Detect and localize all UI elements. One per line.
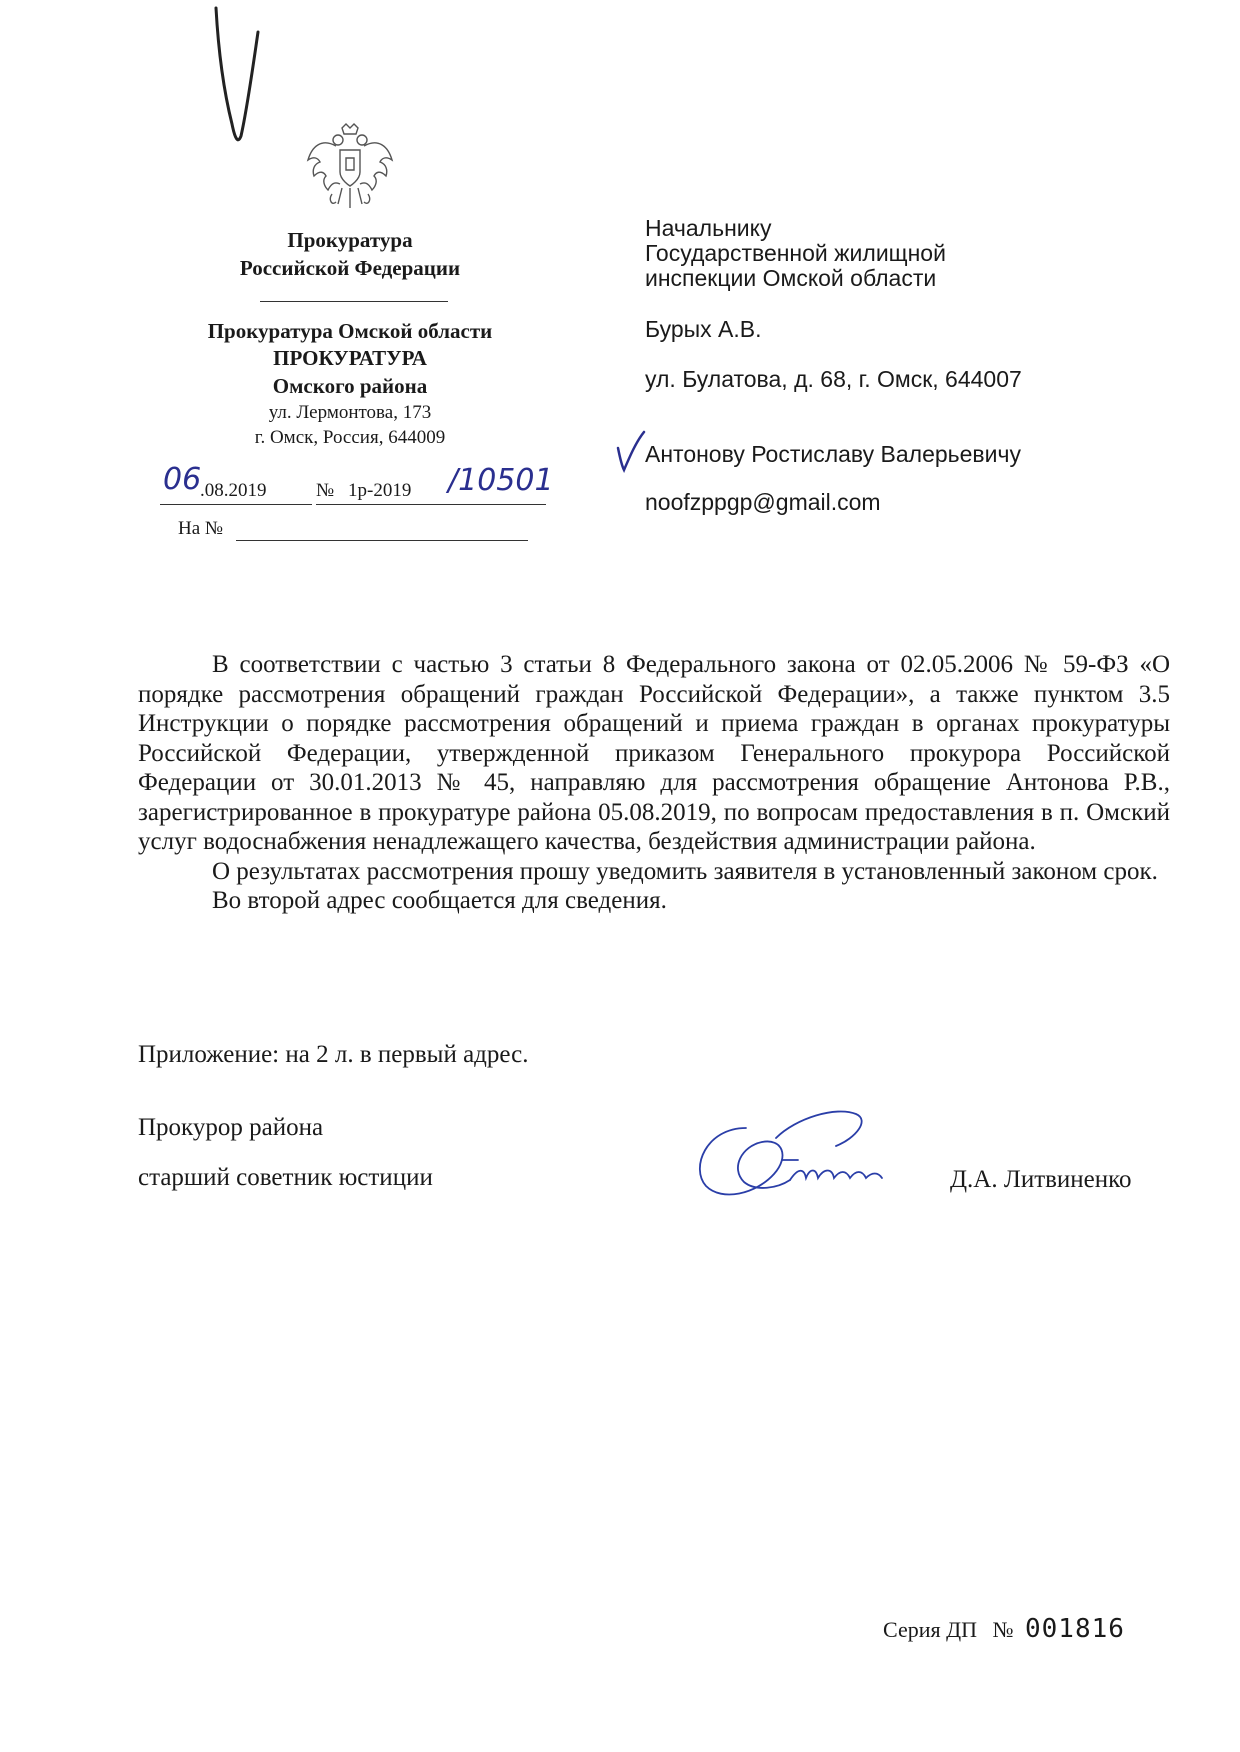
serial-label: Серия ДП: [883, 1617, 977, 1642]
signatory-position-line1: Прокурор района: [138, 1114, 324, 1141]
registration-date-underline: [160, 504, 312, 505]
registration-number: 1р-2019: [348, 480, 412, 501]
registration-number-label: №: [316, 480, 335, 501]
reference-underline: [236, 540, 528, 541]
registration-day-handwritten: 06: [163, 462, 202, 497]
handwritten-check-mark: [208, 4, 268, 154]
recipient-name: Бурых А.В.: [645, 316, 762, 342]
issuer-street: ул. Лермонтова, 173: [268, 402, 432, 423]
recipient-title-line2: Государственной жилищной: [645, 240, 946, 266]
second-recipient-email: noofzppgp@gmail.com: [645, 489, 881, 515]
attachment-note: Приложение: на 2 л. в первый адрес.: [138, 1041, 529, 1068]
body-paragraph-2: О результатах рассмотрения прошу уведомить заявителя в установленный законом срок.: [212, 857, 1158, 885]
issuer-district-line2: Омского района: [272, 374, 428, 398]
serial-number-label: №: [992, 1617, 1014, 1642]
coat-of-arms-emblem: [302, 120, 398, 216]
registration-date: .08.2019: [200, 480, 267, 501]
header-divider: [260, 301, 448, 302]
issuer-org-line1: Прокуратура: [287, 228, 413, 252]
body-paragraph-3: Во второй адрес сообщается для сведения.: [212, 887, 667, 914]
second-recipient-name: Антонову Ростиславу Валерьевичу: [645, 441, 1021, 467]
serial-number: [883, 1614, 1125, 1644]
issuer-org-line2: Российской Федерации: [239, 256, 461, 280]
signatory-name: Д.А. Литвиненко: [950, 1166, 1132, 1193]
recipient-title-line3: инспекции Омской области: [645, 265, 937, 291]
registration-number-underline: [316, 504, 546, 505]
handwritten-signature: [686, 1098, 926, 1208]
registration-number-handwritten: /10501: [448, 463, 554, 498]
letter-body: [138, 650, 1170, 916]
recipient-address: ул. Булатова, д. 68, г. Омск, 644007: [645, 366, 1022, 392]
reference-label: На №: [178, 518, 224, 539]
signatory-position-line2: старший советник юстиции: [138, 1164, 433, 1191]
issuer-district-line1: ПРОКУРАТУРА: [273, 346, 427, 370]
issuer-city: г. Омск, Россия, 644009: [254, 427, 446, 448]
body-paragraph-1: В соответствии с частью 3 статьи 8 Федерального закона от 02.05.2006 № 59-ФЗ «О порядке рассмотрения обращений граждан Российской Федерации», а также пунктом 3.5 Инструкции о порядке рассмотрения обращений и приема граждан в органах прокуратуры Российской Федерации, утвержденной приказом Генерального прокурора Российской Федерации от 30.01.2013 № 45, направляю для рассмотрения обращение Антонова Р.В., зарегистрированное в прокуратуре района 05.08.2019, по вопросам предоставления в п. Омский услуг водоснабжения ненадлежащего качества, бездействия администрации района.: [138, 651, 1170, 855]
issuer-regional: Прокуратура Омской области: [207, 319, 493, 343]
recipient-title-line1: Начальнику: [645, 215, 772, 241]
serial-number-value: 001816: [1025, 1614, 1125, 1644]
handwritten-tick-mark: [614, 428, 648, 474]
